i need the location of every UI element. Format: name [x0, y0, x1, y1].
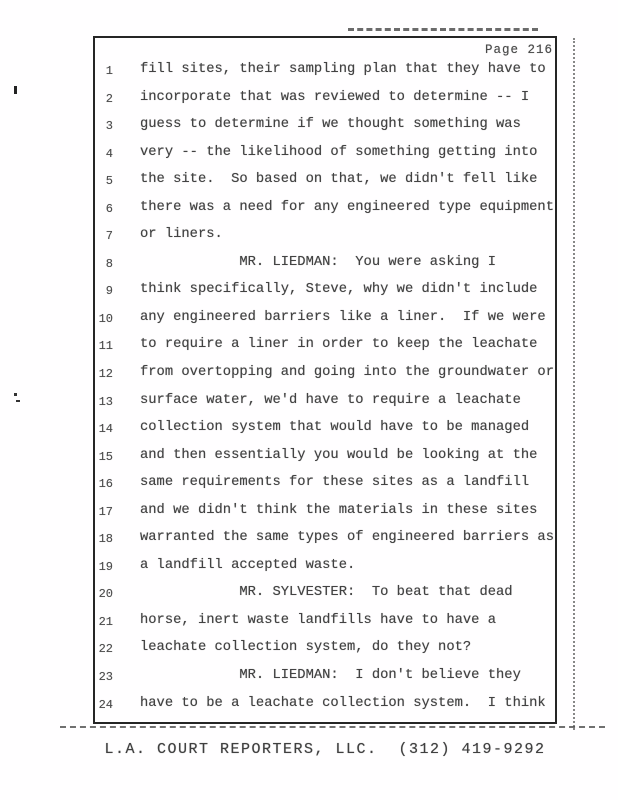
transcript-line [97, 530, 567, 558]
line-text: or liners. [140, 227, 223, 243]
transcript-line [97, 337, 567, 365]
line-number: 21 [98, 614, 113, 629]
line-text: incorporate that was reviewed to determine -- I [140, 89, 530, 105]
transcript-line [97, 640, 567, 668]
line-number: 17 [98, 504, 113, 519]
scan-artifact-margin-tick [14, 86, 17, 94]
line-number: 24 [98, 697, 113, 712]
line-text: the site. So based on that, we didn't fell like [140, 172, 538, 188]
scan-artifact-margin-speck [14, 393, 17, 396]
scan-artifact-bottom-speckle [60, 726, 605, 728]
line-text: collection system that would have to be managed [140, 420, 530, 436]
transcript-line [97, 668, 567, 696]
line-text: MR. LIEDMAN: I don't believe they [140, 668, 521, 684]
transcript-line [97, 255, 567, 283]
line-text: fill sites, their sampling plan that they have to [140, 62, 546, 77]
line-number: 14 [98, 422, 113, 437]
transcript-line [97, 613, 567, 641]
line-text: horse, inert waste landfills have to have a [140, 612, 497, 628]
line-number: 4 [105, 146, 113, 161]
transcript-line [97, 448, 567, 476]
line-number: 18 [98, 532, 113, 547]
line-text: leachate collection system, do they not? [140, 640, 472, 656]
transcript-line [97, 475, 567, 503]
line-number: 8 [105, 256, 113, 271]
line-text: very -- the likelihood of something getting into [140, 144, 538, 160]
line-text: any engineered barriers like a liner. If we were [140, 309, 546, 325]
line-text: have to be a leachate collection system. I think [140, 695, 546, 711]
line-number: 23 [98, 670, 113, 685]
transcript-body [97, 62, 567, 723]
line-number: 7 [105, 229, 113, 244]
line-text: and then essentially you would be looking at the [140, 447, 538, 463]
line-number: 19 [98, 559, 113, 574]
line-number: 20 [98, 587, 113, 602]
line-number: 10 [98, 311, 113, 326]
transcript-line [97, 200, 567, 228]
line-number: 5 [105, 174, 113, 189]
line-number: 3 [105, 119, 113, 134]
transcript-line [97, 558, 567, 586]
line-text: a landfill accepted waste. [140, 557, 356, 573]
line-number: 13 [98, 394, 113, 409]
line-text: MR. LIEDMAN: You were asking I [140, 254, 497, 270]
line-text: surface water, we'd have to require a leachate [140, 392, 521, 408]
line-number: 11 [98, 339, 113, 354]
transcript-line [97, 585, 567, 613]
line-number: 16 [98, 477, 113, 492]
line-text: think specifically, Steve, why we didn't include [140, 282, 538, 298]
line-text: and we didn't think the materials in these sites [140, 502, 538, 518]
transcript-line [97, 62, 567, 90]
transcript-line [97, 172, 567, 200]
transcript-line [97, 117, 567, 145]
line-text: same requirements for these sites as a landfill [140, 475, 530, 491]
scan-artifact-top-dashes [348, 28, 538, 31]
transcript-line [97, 282, 567, 310]
transcript-line [97, 420, 567, 448]
court-reporter-footer: L.A. COURT REPORTERS, LLC. (312) 419-9292 [104, 741, 546, 758]
line-text: guess to determine if we thought something was [140, 117, 521, 133]
transcript-line [97, 696, 567, 724]
transcript-line [97, 393, 567, 421]
line-number: 1 [105, 64, 113, 78]
line-text: there was a need for any engineered type equipment [140, 199, 554, 215]
transcript-line [97, 310, 567, 338]
line-text: to require a liner in order to keep the leachate [140, 337, 538, 353]
line-text: MR. SYLVESTER: To beat that dead [140, 585, 513, 601]
transcript-line [97, 503, 567, 531]
scan-artifact-right-dotted-line [573, 38, 575, 730]
line-number: 9 [105, 284, 113, 299]
scan-artifact-margin-speck [16, 400, 20, 402]
transcript-line [97, 90, 567, 118]
line-text: warranted the same types of engineered barriers as [140, 530, 554, 546]
transcript-line [97, 365, 567, 393]
transcript-line [97, 227, 567, 255]
page-number-label: Page 216 [484, 43, 553, 57]
line-number: 6 [105, 201, 113, 216]
line-number: 12 [98, 367, 113, 382]
transcript-line [97, 145, 567, 173]
line-number: 2 [105, 91, 113, 106]
line-text: from overtopping and going into the groundwater or [140, 365, 554, 381]
line-number: 22 [98, 642, 113, 657]
line-number: 15 [98, 449, 113, 464]
